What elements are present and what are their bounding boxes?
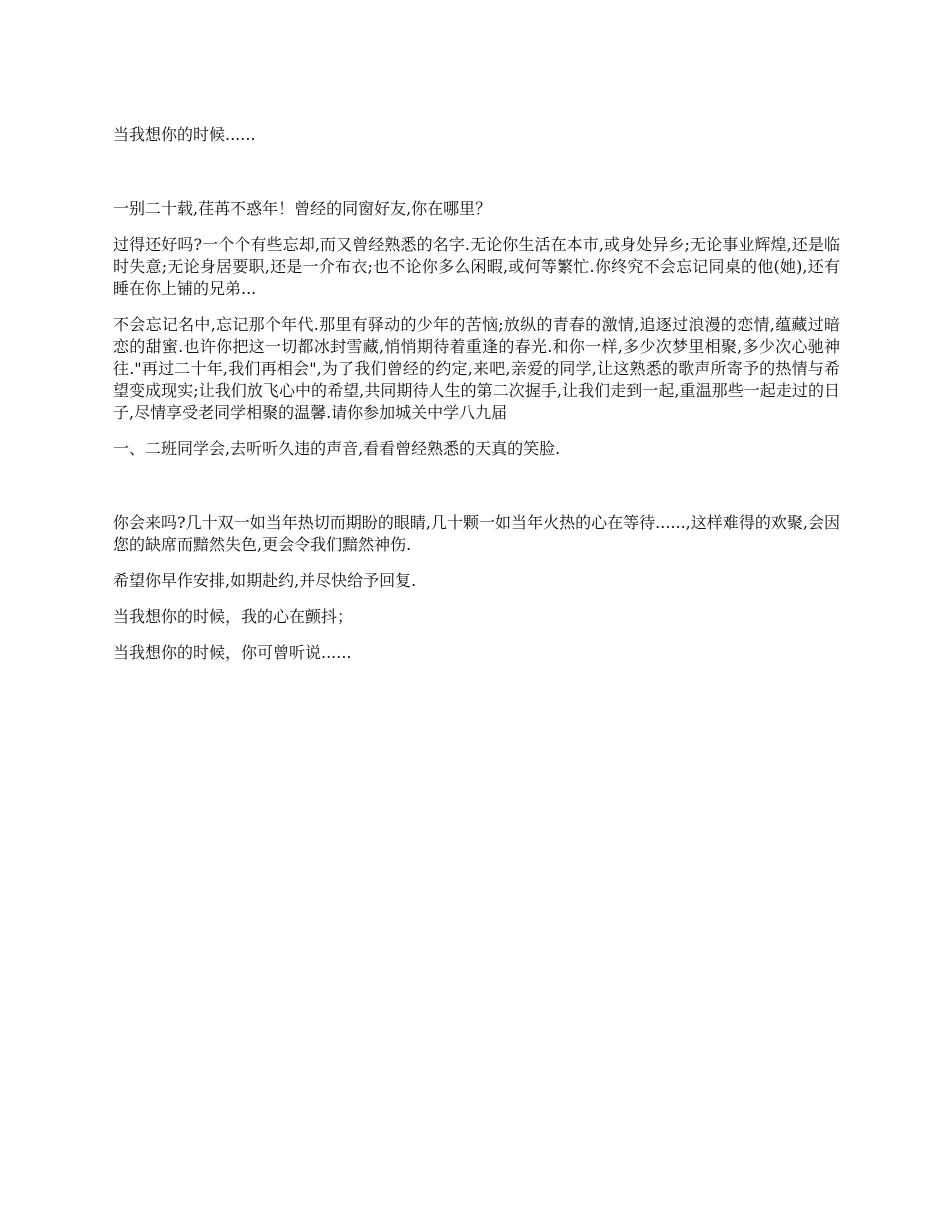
paragraph-reply-request: 希望你早作安排,如期赴约,并尽快给予回复. (113, 571, 417, 590)
document-page (113, 124, 840, 664)
paragraph-greeting: 过得还好吗?一个个有些忘却,而又曾经熟悉的名字.无论你生活在本市,或身处异乡;无论事业辉煌,还是临时失意;无论身居要职,还是一介布衣;也不论你多么闲暇,或何等繁忙.你终究不会忘记同桌的他(她),还有睡在你上铺的兄弟... (113, 235, 840, 298)
document-title: 当我想你的时候...... (113, 125, 256, 144)
paragraph-closing-line-2: 当我想你的时候，你可曾听说...... (113, 643, 352, 662)
paragraph-closing-line-1: 当我想你的时候，我的心在颤抖； (113, 607, 354, 626)
paragraph-memories: 不会忘记名中,忘记那个年代.那里有驿动的少年的苦恼;放纵的青春的激情,追逐过浪漫的恋情,蕴藏过暗恋的甜蜜.也许你把这一切都冰封雪藏,悄悄期待着重逢的春光.和你一样,多少次梦里相聚,多少次心驰神往."再过二十年,我们再相会",为了我们曾经的约定,来吧,亲爱的同学,让这熟悉的歌声所寄予的热情与希望变成现实;让我们放飞心中的希望,共同期待人生的第二次握手,让我们走到一起,重温那些一起走过的日子,尽情享受老同学相聚的温馨.请你参加城关中学八九届 (113, 315, 840, 422)
paragraph-invitation: 一、二班同学会,去听听久违的声音,看看曾经熟悉的天真的笑脸. (113, 439, 561, 458)
paragraph-intro: 一别二十载,荏苒不惑年！曾经的同窗好友,你在哪里？ (113, 199, 492, 218)
paragraph-will-you-come: 你会来吗?几十双一如当年热切而期盼的眼睛,几十颗一如当年火热的心在等待......,这样难得的欢聚,会因您的缺席而黯然失色,更会令我们黯然神伤. (113, 513, 840, 554)
